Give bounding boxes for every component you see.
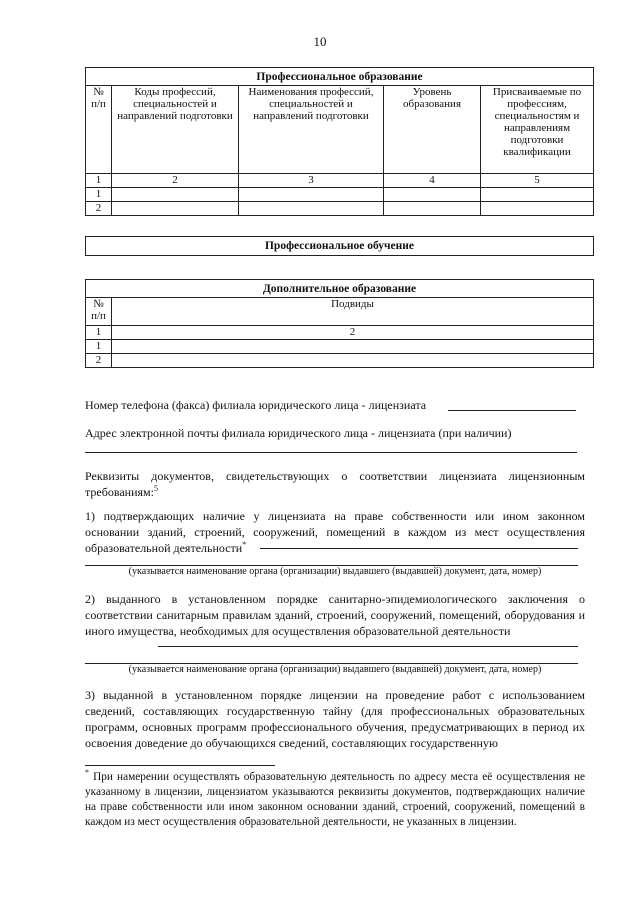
col-number: 2 — [112, 174, 239, 188]
table-cell[interactable] — [112, 340, 594, 354]
table-cell[interactable] — [384, 188, 481, 202]
table-cell[interactable] — [112, 188, 239, 202]
footnote-star: * — [85, 768, 89, 778]
table-cell[interactable] — [481, 188, 594, 202]
email-field[interactable] — [85, 452, 577, 453]
item-2: 2) выданного в установленном порядке санитарно-эпидемиологического заключения о соответствии санитарным правилам зданий, строений, сооружений, помещений, оборудования и иного имущества, необходимых для осуществления образовательной деятельности — [85, 592, 585, 638]
row-number: 2 — [86, 202, 112, 216]
item-1-text: 1) подтверждающих наличие у лицензиата на праве собственности или ином законном основании зданий, строений, сооружений, помещений в каждом из мест осуществления образовательной деятельности — [85, 509, 585, 555]
col-number: 3 — [239, 174, 384, 188]
footnote-mark: * — [242, 540, 247, 549]
col-header-number: № п/п — [86, 298, 112, 326]
professional-education-table — [85, 67, 594, 216]
col-header-subtypes: Подвиды — [112, 298, 594, 326]
table-cell[interactable] — [239, 202, 384, 216]
phone-label: Номер телефона (факса) филиала юридического лица - лицензиата — [85, 398, 427, 412]
footnote-rule — [85, 765, 275, 766]
additional-education-table — [85, 279, 594, 368]
item-1-caption: (указывается наименование органа (организации) выдавшего (выдавшей) документ, дата, номер) — [128, 566, 542, 577]
col-header-level: Уровень образования — [384, 86, 481, 174]
table-cell[interactable] — [384, 202, 481, 216]
col-number: 4 — [384, 174, 481, 188]
col-header-names: Наименования профессий, специальностей и направлений подготовки — [239, 86, 384, 174]
item-2-caption: (указывается наименование органа (организации) выдавшего (выдавшей) документ, дата, номер) — [128, 664, 542, 675]
requisites-intro-text: Реквизиты документов, свидетельствующих о соответствии лицензиата лицензионным требованиям: — [85, 469, 585, 499]
col-header-codes: Коды профессий, специальностей и направлений подготовки — [112, 86, 239, 174]
item-3: 3) выданной в установленном порядке лицензии на проведение работ с использованием сведений, составляющих государственную тайну (для профессиональных образовательных программ, основных программ профессионального обучения, предусматривающих в период их освоения доведение до обучающихся сведений, составляющих государственную — [85, 688, 585, 750]
add-edu-title: Дополнительное образование — [86, 280, 594, 298]
page-number: 10 — [313, 34, 327, 49]
prof-training-title: Профессиональное обучение — [85, 236, 594, 256]
row-number: 1 — [86, 340, 112, 354]
item-1-field[interactable] — [260, 548, 578, 549]
col-number: 1 — [86, 174, 112, 188]
col-header-qualifications: Присваиваемые по профессиям, специальностям и направлениям подготовки квалификации — [481, 86, 594, 174]
table-cell[interactable] — [112, 354, 594, 368]
row-number: 1 — [86, 188, 112, 202]
phone-field[interactable] — [448, 410, 576, 411]
footnote-text: При намерении осуществлять образовательную деятельность по адресу места её осуществления не указанному в лицензии, лицензиатом указываются реквизиты документов, подтверждающих наличие на праве собственности или ином законном основании зданий, строений, сооружений, помещений в каждом из мест осуществления образовательной деятельности, не указанных в лицензии. — [85, 771, 585, 828]
requisites-intro — [85, 468, 585, 500]
footnote — [85, 770, 585, 830]
prof-edu-title: Профессиональное образование — [86, 68, 594, 86]
table-cell[interactable] — [481, 202, 594, 216]
footnote-ref: 5 — [153, 484, 158, 493]
col-header-number: № п/п — [86, 86, 112, 174]
col-number: 5 — [481, 174, 594, 188]
item-2-field[interactable] — [158, 646, 578, 647]
table-cell[interactable] — [239, 188, 384, 202]
col-number: 2 — [112, 326, 594, 340]
row-number: 2 — [86, 354, 112, 368]
col-number: 1 — [86, 326, 112, 340]
email-label: Адрес электронной почты филиала юридического лица - лицензиата (при наличии) — [85, 426, 512, 440]
table-cell[interactable] — [112, 202, 239, 216]
